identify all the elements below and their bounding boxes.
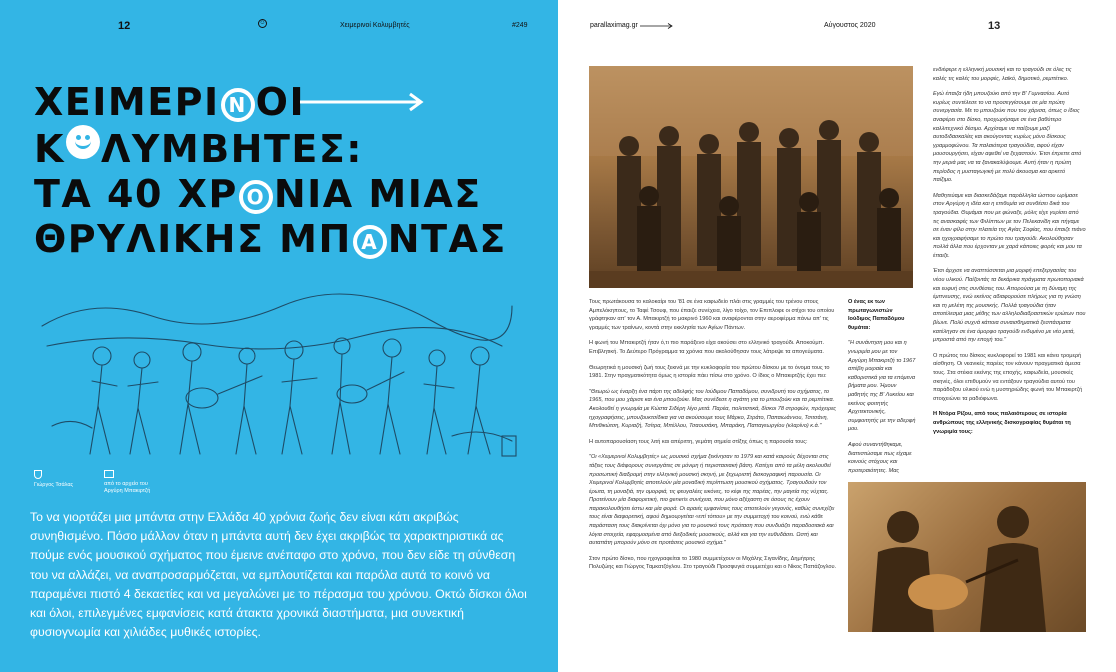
subheading: Η Ντόρα Ρίζου, από τους παλαιότερους σε ιστορία ανθρώπους της ελληνικής δισκογραφίας θυμάται τη γνωριμία τους: [933,411,1071,435]
title-line-4: ΘΡΥΛΙΚΗΣ ΜΠ Α ΝΤΑΣ [34,217,507,261]
page-number: 12 [118,20,131,32]
issue-date: Αύγουστος 2020 [824,22,876,29]
musicians-photo [848,482,1086,632]
smiley-icon: ☺ [259,20,266,26]
band-group-photo [589,66,913,288]
pen-icon [34,470,42,479]
site-name: parallaximag.gr [590,22,638,29]
photo-credit: από το αρχείο του Αργύρη Μπακιρτζή [104,470,150,495]
circled-letter-n: Ν [221,88,255,122]
right-page [558,0,1116,672]
subheading: Ο ένας εκ των πρωταγωνιστών Ιούδιμος Παπαδόμου θυμάται: [848,299,905,331]
article-column-2: Ο ένας εκ των πρωταγωνιστών Ιούδιμος Παπαδόμου θυμάται: "Η συνάντηση μου και η γνωριμία μου με τον Αργύρη Μπακιρτζή το 1967 απέβη μοιραία και καθοριστικά για τα επόμενα βήματα μου. Ήμουν μαθητής της Β' Λυκείου και εκείνος φοιτητής Αρχιτεκτονικής, συμφοιτητής με την αδερφή μου. Αφού συναντήθηκαμε, διαπιστώσαμε πως είχαμε κοινούς στόχους και προτεραιότητες. Μας [848,299,916,474]
page-number: 13 [988,20,1001,32]
circled-letter-a: Α [353,225,387,259]
article-column-1: Τους πρωτάκουσα το καλοκαίρι του '81 σε ένα καφωδείο πλάι στις γραμμές του τρένου στους Αμπελόκηπους, το Ταφέ Τσουφ, που έπαιζε συνέχεια, λίγο τοίχο, τον Επιπλοφε οι στίχοι του οποίου γράφτηκαν απ' τον Α. Μπακιρτζή το μακρινό 1960 και αναφέρονται στην αεροφέρμα πάνω απ' τις γραμμές των τραίνων, κοντά στην εκκλησία των Αγίων Πάντων. Η φωνή του Μπακιρτζή ήταν ό,τι πιο παράξενο είχα ακούσει στο ελληνικό τραγούδι. Αποκούμπ. Επιβλητική. Το Δεύτερο Πρόγραμμα τα χρόνια που ακολούθησαν τους λάτρεψε τα απογεύματα. Θεωρητικά η μουσική ζωή τους ξεκινά με την κυκλοφορία του πρώτου δίσκου με το όνομα τους το 1981. Στην πραγματικότητα όμως η ιστορία πάει πίσω στο χρόνο. Ο ίδιος ο Μπακιρτζής έχει πει: "Θεωρώ ως έναρξη ένα πάρτι της αδελφής του Ιούδιμου Παπαδόμου, συνιδρυτή του σχήματος, το 1965, που μου χάρισε και ένα μπουζούκι. Μας συνέδεσε η αγάπη για το μπουζούκι και τα ρεμπέτικα. Ακολουθεί η γνωριμία με Κώστα Σιδέρη λίγο μετά. Παρέα, πολιτιστικά, δίσκοι 78 στροφών, πρόχειρες ηχογραφήσεις, μπουζουκτσίδικα για να ακούσουμε τους Μάρκο, Στράτο, Παπαιωάννου, Τσιτσάνη, Μπιθικώτση, Κυριαζή, Τσίτρα, Μπέλλου, Τσαουσάκη, Μπαράκη, Παπαγεωργίου (κλαρίνο) κ.ά." Η αυτοπαρουσίαση τους λιτή και απέριττη, γεμάτη σημεία στίξης όπως η παρουσία τους: "Οι «Χειμερινοί Κολυμβητές» ως μουσικό σχήμα ξεκίνησαν το 1979 και κατά καιρούς δέχονται στις τάξεις τους διάφορους συνεργάτες σε μόνιμη ή περιστασιακή βάση. Κατέχει από τα μέλη ακολουθεί προσωπική διαδρομή στην ελληνική μουσική σκηνή, με ξεχωριστή δισκογραφική παρουσία. Οι Χειμερινοί Κολυμβητές αποτελούν μία μοναδική περίπτωση μουσικού σχήματος. Τραγουδούν τον έρωτα, τη μοναξιά, την ομορφιά, τις φευγαλέες εικόνες, το κέφι της παρέας, την μαγεία της νύχτας. Προτείνουν μία διαφορετική, πιο generis συνέχεια, που μόνο αξέχαστη σε όσους τις έχουν παρακολουθήσει έστω και μία φορά. Οι αραιές εμφανίσεις τους αποτελούν γεγονός, καθώς συνεχίζει τους είναι διαφορετική, αφού δημιουργείται «επί τόπου» με την συμμετοχή του κοινού, ενώ κάθε παράσταση τους διακρίνεται όχι μόνο για το μουσικό τους πρόταση που συνδυάζει παραδοσιακά και λόγια στοιχεία, εφαρμοσμένα από διεξοδικές μουσικούς, αλλά και για την ευθυδάσει. Ωστή και αυταπάτη μπορούν μόνο σε προτάσεις μουσικό σχήμα." Στον πρώτο δίσκο, που ηχογραφείται το 1980 συμμετέχουν οι Μιχάλης Σιγανίδης, Δημήτρης Πολυζώης και Γιώργος Ταμκατζόγλου. Στο τραγούδι Προσφυγιά συμμετέχει και ο Νίκος Παπάζογλου. [589,299,837,571]
band-sketch-illustration [32,286,522,462]
article-title [34,80,534,262]
title-line-1: ΧΕΙΜΕΡΙ Ν ΟΙ [34,80,306,124]
title-line-3: ΤΑ 40 ΧΡ Ο ΝΙΑ ΜΙΑΣ [34,172,482,216]
arrow-right-icon [640,23,674,29]
issue-number: #249 [512,22,528,29]
article-column-3: ενδιέφερε η ελληνική μουσική και το τραγούδι σε όλες τις καλές τις καλές του μορφές, λαϊκό, δημοτικό, ρεμπέτικο. Εγώ έπαιζα ήδη μπουζούκι από την Β' Γυμνασίου. Αυτό κυρίως συντέλεσε το να προσεγγίσουμε σε μία πρώτη συνεργασία. Με το μπουζούκι που του χάρισα, όπως ο ίδιος αναφέρει στο δίσκο, προχωρήσαμε σε ένα βαθύτερο καλλιτεχνικό δέσιμο. Αρχίσαμε να παίζουμε μαζί αυτοδιδασκαλίες και ακούγοντας κυρίως μόνο δίσκους γραμμοφώνου. Τα παλαιότερα τραγούδια, αφού είχαν μουσουργήσει, είχαν αφεθεί να ξεχαστούν. Έτσι έπρεπε από την μεριά μας να τα ξανακαλύψουμε. Αυτή ήταν η πρώτη περίοδος η μυσταγωγική με πολύ άκουσμα και αρκετό παίξιμο. Μαθητεύαμε και διασκεδάζαμε παράλληλα ώσπου ωρίμασε στον Αργύρη η ιδέα και η επιθυμία να συνθέσει δικά του τραγούδια. Θυμάμαι που με φώναξε, μόλις είχε γυρίσει από τις ανασκαφές των Φιλίππων με τον Πελεκανίδη και πήγαμε σε έναν φίλο στην πλατεία της Αγίας Σοφίας, που έπαιζε πιάνο και ηχογραφήσαμε το πρώτο του τραγούδι. Ακολούθησαν πολλά άλλα που έρχονταν με χαρά κάποιες φορές και μου τα έπαιζε. Έτσι άρχισε να αναπτύσσεται μια μορφή επεξεργασίας του νέου υλικού. Παίζοντάς τα δεκάρικα πράγματα πρωτοποριακά και ευφυή στις συνθέσεις του. Απορούσα με τη δύναμη της έμπνευσης, ενώ εκείνος αδιαφορούσε πλήρως για τη γνώση και τη μελέτη της μουσικής. Πολλά τραγούδια ήταν αποτέλεσμα μιας μέθης των αλληλοδιαδραστικών ερώτων που βίωνε. Πολύ συχνά κάποια συναισθηματικά ξεσπάσματα κατέληγαν σε ένα όμορφο τραγούδι ενδυμένο με νέο μετά, μπροστά από την εποχή του." Ο πρώτος του δίσκος κυκλοφορεί το 1981 και κάνει τρομερή αίσθηση. Οι νεανικές παρέες τον κάνουν πραγματικά άμεσα τους. Στα στέκια εκείνης της εποχής, καφωδεία, μουσικές σκηνές, όλοι επιθυμούν να εντάξουν τραγούδια αυτού του παράδοξου υλικού ενώ η μυστηριώδης φωνή του Μπακιρτζή στοιχειώνει τα ραδιόφωνα. Η Ντόρα Ρίζου, από τους παλαιότερους σε ιστορία ανθρώπους της ελληνικής δισκογραφίας θυμάται τη γνωριμία τους: [933,67,1086,435]
title-line-2: Κ ΛΥΜΒΗΤΕΣ: [34,127,363,171]
circled-letter-o: Ο [239,180,273,214]
illustrator-credit: Γιώργος Τσάλας [34,470,73,489]
lead-paragraph: Το να γιορτάζει μια μπάντα στην Ελλάδα 40 χρόνια ζωής δεν είναι κάτι ακριβώς συνηθισμένο. Πόσο μάλλον όταν η μπάντα αυτή δεν έχει ακριβώς τα χαρακτηριστικά ας πούμε ενός μουσικού σχήματος που έμεινε ανέπαφο στο χρόνο, που δεν είδε τη σύνθεση του να αλλάζει, να αναπροσαρμόζεται, να εμπλουτίζεται και παρόλα αυτά το κοινό να παραμένει πιστό 4 δεκαετίες και να μεγαλώνει με το πέρασμα του χρόνου. Οκτώ δίσκοι όλοι και όλοι, επιλεγμένες εμφανίσεις κατά άτακτα χρονικά διαστήματα, μια συνεκτική φυσιογνωμία και χιλιάδες μυθικές ιστορίες. [30,510,527,640]
smiley-face-icon [66,125,100,159]
section-name: Χειμερινοί Κολυμβητές [340,22,410,29]
camera-icon [104,470,114,478]
arrow-right-icon [300,92,425,112]
